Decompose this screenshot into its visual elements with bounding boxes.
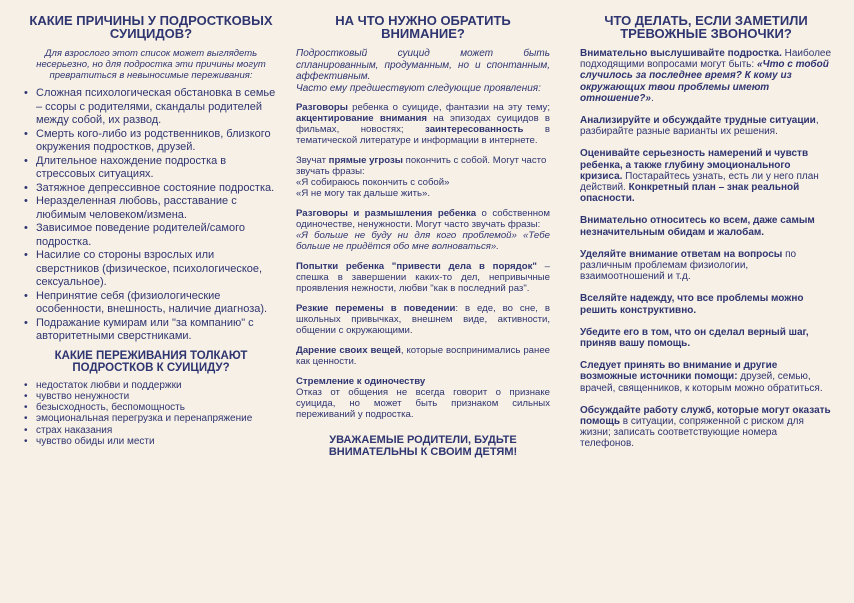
sign-loneliness-talks: Разговоры и размышления ребенка о собственном одиночестве, ненужности. Могут часто звучать фразы: «Я больше не буду ни для кого проблемой» «Тебе больше не придётся обо мне волноваться». [296, 208, 550, 252]
sign-isolation: Стремление к одиночеству Отказ от общения не всегда говорит о признаке суицида, но может быть признаком сильных переживаний у подростка. [296, 376, 550, 420]
what-to-do-title: ЧТО ДЕЛАТЬ, ЕСЛИ ЗАМЕТИЛИ ТРЕВОЖНЫЕ ЗВОНОЧКИ? [604, 13, 808, 41]
advice-hope: Вселяйте надежду, что все проблемы можно решить конструктивно. [580, 293, 804, 316]
feelings-title: КАКИЕ ПЕРЕЖИВАНИЯ ТОЛКАЮТ ПОДРОСТКОВ К СУИЦИДУ? [54, 349, 248, 374]
list-item: • Длительное нахождение подростка в стрессовых ситуациях. [36, 155, 280, 182]
sign-affairs-in-order: Попытки ребенка "привести дела в порядок" –спешка в завершении каких-то дел, непривычные проявления нежности, любви "как в последний раз". [296, 261, 550, 294]
advice-reassure: Убедите его в том, что он сделал верный шаг, приняв вашу помощь. [580, 326, 809, 350]
sign-behavior-change: Резкие перемены в поведении: в еде, во сне, в школьных привычках, внешнем виде, активности, общении с окружающими. [296, 303, 550, 336]
list-item: • чувство ненужности [36, 391, 280, 402]
causes-column [22, 0, 280, 603]
advice-assess: Оценивайте серьезность намерений и чувств ребенка, а также глубину эмоционального кризиса. Постарайтесь узнать, есть ли у него план действий. Конкретный план – знак реальной опасности. [580, 148, 819, 205]
list-item: • эмоциональная перегрузка и перенапряжение [36, 413, 280, 424]
advice-analyze: Анализируйте и обсуждайте трудные ситуации, разбирайте разные варианты их решения. [580, 115, 819, 138]
causes-intro: Для взрослого этот список может выглядеть несерьезно, но для подростка эти причины могут превратиться в невыносимые переживания: [36, 48, 266, 81]
list-item: • Затяжное депрессивное состояние подростка. [36, 182, 280, 196]
list-item: • Неразделенная любовь, расставание с любимым человеком/измена. [36, 195, 280, 222]
causes-title: КАКИЕ ПРИЧИНЫ У ПОДРОСТКОВЫХ СУИЦИДОВ? [29, 13, 273, 41]
sign-threats: Звучат прямые угрозы покончить с собой. Могут часто звучать фразы: «Я собираюсь покончить с собой» «Я не могу так дальше жить». [296, 155, 547, 199]
list-item: • Сложная психологическая обстановка в семье – ссоры с родителями, скандалы родителей между собой, их развод. [36, 87, 280, 128]
warning-signs-title: НА ЧТО НУЖНО ОБРАТИТЬ ВНИМАНИЕ? [335, 13, 511, 41]
warning-signs-intro: Подростковый суицид может быть спланированным, продуманным, но и спонтанным, аффективным. Часто ему предшествуют следующие проявления: [296, 48, 550, 94]
causes-list [22, 87, 280, 344]
advice-attention: Внимательно относитесь ко всем, даже самым незначительным обидам и жалобам. [580, 215, 815, 238]
what-to-do-column [580, 0, 832, 603]
advice-sources: Следует принять во внимание и другие возможные источники помощи: друзей, семью, врачей, священников, к которым можно обратиться. [580, 360, 823, 394]
feelings-list [22, 380, 280, 448]
list-item: • Зависимое поведение родителей/самого подростка. [36, 222, 280, 249]
list-item: • чувство обиды или мести [36, 436, 280, 447]
list-item: • Подражание кумирам или "за компанию" с авторитетными сверстниками. [36, 317, 280, 344]
advice-listen: Внимательно выслушивайте подростка. Наиболее подходящими вопросами могут быть: «Что с тобой случилось за последнее время? К кому из окружающих твои проблемы имеют отношение?». [580, 48, 832, 104]
list-item: • Непринятие себя (физиологические особенности, внешность, наличие диагноза). [36, 290, 280, 317]
list-item: • Насилие со стороны взрослых или сверстников (физическое, психологическое, сексуальное). [36, 249, 280, 290]
sign-talks: Разговоры ребенка о суициде, фантазии на эту тему; акцентирование внимания на эпизодах суицидов в фильмах, новостях; заинтересованность в тематической литературе и информации в интернете. [296, 102, 551, 146]
list-item: • недостаток любви и поддержки [36, 380, 280, 391]
advice-answers: Уделяйте внимание ответам на вопросы по различным проблемам физиологии, взаимоотношений и т.д. [580, 248, 797, 283]
advice-services: Обсуждайте работу служб, которые могут оказать помощь в ситуации, сопряженной с риском для жизни; записать соответствующие номера телефонов. [580, 404, 831, 450]
sign-giving-away: Дарение своих вещей, которые воспринимались ранее как ценности. [296, 345, 550, 367]
list-item: • безысходность, беспомощность [36, 402, 280, 413]
list-item: • Смерть кого-либо из родственников, близкого окружения подростков, друзей. [36, 128, 280, 155]
final-appeal: УВАЖАЕМЫЕ РОДИТЕЛИ, БУДЬТЕ ВНИМАТЕЛЬНЫ К СВОИМ ДЕТЯМ! [328, 434, 518, 458]
warning-signs-column [296, 0, 550, 603]
list-item: • страх наказания [36, 425, 280, 436]
